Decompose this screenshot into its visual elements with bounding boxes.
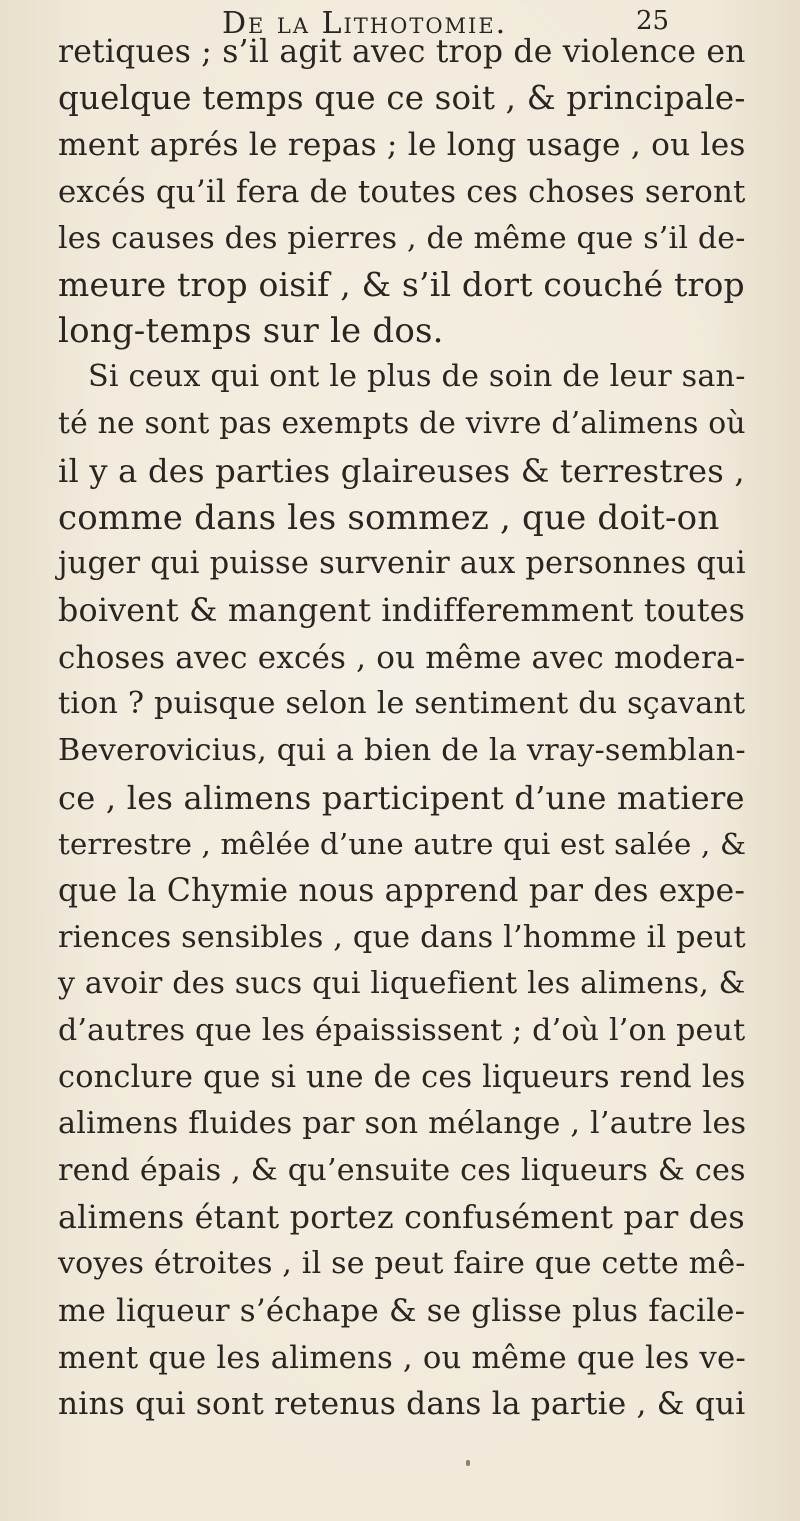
text-line: long-temps sur le dos. (58, 311, 444, 351)
text-line: alimens étant portez confusément par des (58, 1200, 745, 1236)
text-line: y avoir des sucs qui liquefient les alimens, & (58, 966, 746, 1001)
running-title: De la Lithotomie. (222, 6, 508, 41)
text-line: Si ceux qui ont le plus de soin de leur san- (88, 359, 746, 394)
text-line: rend épais , & qu’ensuite ces liqueurs & ces (58, 1153, 746, 1188)
text-line: Beverovicius, qui a bien de la vray-semblan- (58, 733, 746, 768)
page-number: 25 (636, 6, 670, 36)
text-line: boivent & mangent indifferemment toutes (58, 593, 746, 629)
text-line: té ne sont pas exempts de vivre d’alimens où (58, 406, 746, 441)
text-line: choses avec excés , ou même avec modera- (58, 640, 746, 676)
text-line: riences sensibles , que dans l’homme il peut (58, 920, 746, 955)
text-line: ment que les alimens , ou même que les ve- (58, 1340, 746, 1376)
text-line: comme dans les sommez , que doit-on (58, 498, 720, 538)
text-line: terrestre , mêlée d’une autre qui est salée , & (58, 827, 747, 861)
text-line: il y a des parties glaireuses & terrestres , (58, 452, 745, 490)
text-line: d’autres que les épaississent ; d’où l’on peut (58, 1013, 746, 1048)
text-line: que la Chymie nous apprend par des expe- (58, 873, 746, 909)
text-line: retiques ; s’il agit avec trop de violence en (58, 34, 746, 70)
text-line: ce , les alimens participent d’une matiere (58, 779, 745, 817)
text-line: excés qu’il fera de toutes ces choses seront (58, 174, 746, 210)
text-line: alimens fluides par son mélange , l’autre les (58, 1106, 747, 1141)
text-line: conclure que si une de ces liqueurs rend les (58, 1060, 746, 1095)
text-line: juger qui puisse survenir aux personnes qui (58, 546, 746, 581)
text-line: nins qui sont retenus dans la partie , & qui (58, 1386, 746, 1422)
text-line: tion ? puisque selon le sentiment du sçavant (58, 686, 746, 721)
text-line: me liqueur s’échape & se glisse plus facile- (58, 1293, 746, 1329)
ink-speck (466, 1460, 470, 1466)
text-line: ment aprés le repas ; le long usage , ou les (58, 127, 746, 163)
text-line: les causes des pierres , de même que s’il de- (58, 221, 746, 256)
text-line: quelque temps que ce soit , & principale- (58, 79, 746, 117)
text-line: meure trop oisif , & s’il dort couché trop (58, 265, 745, 304)
text-line: voyes étroites , il se peut faire que cette mê- (58, 1246, 746, 1281)
